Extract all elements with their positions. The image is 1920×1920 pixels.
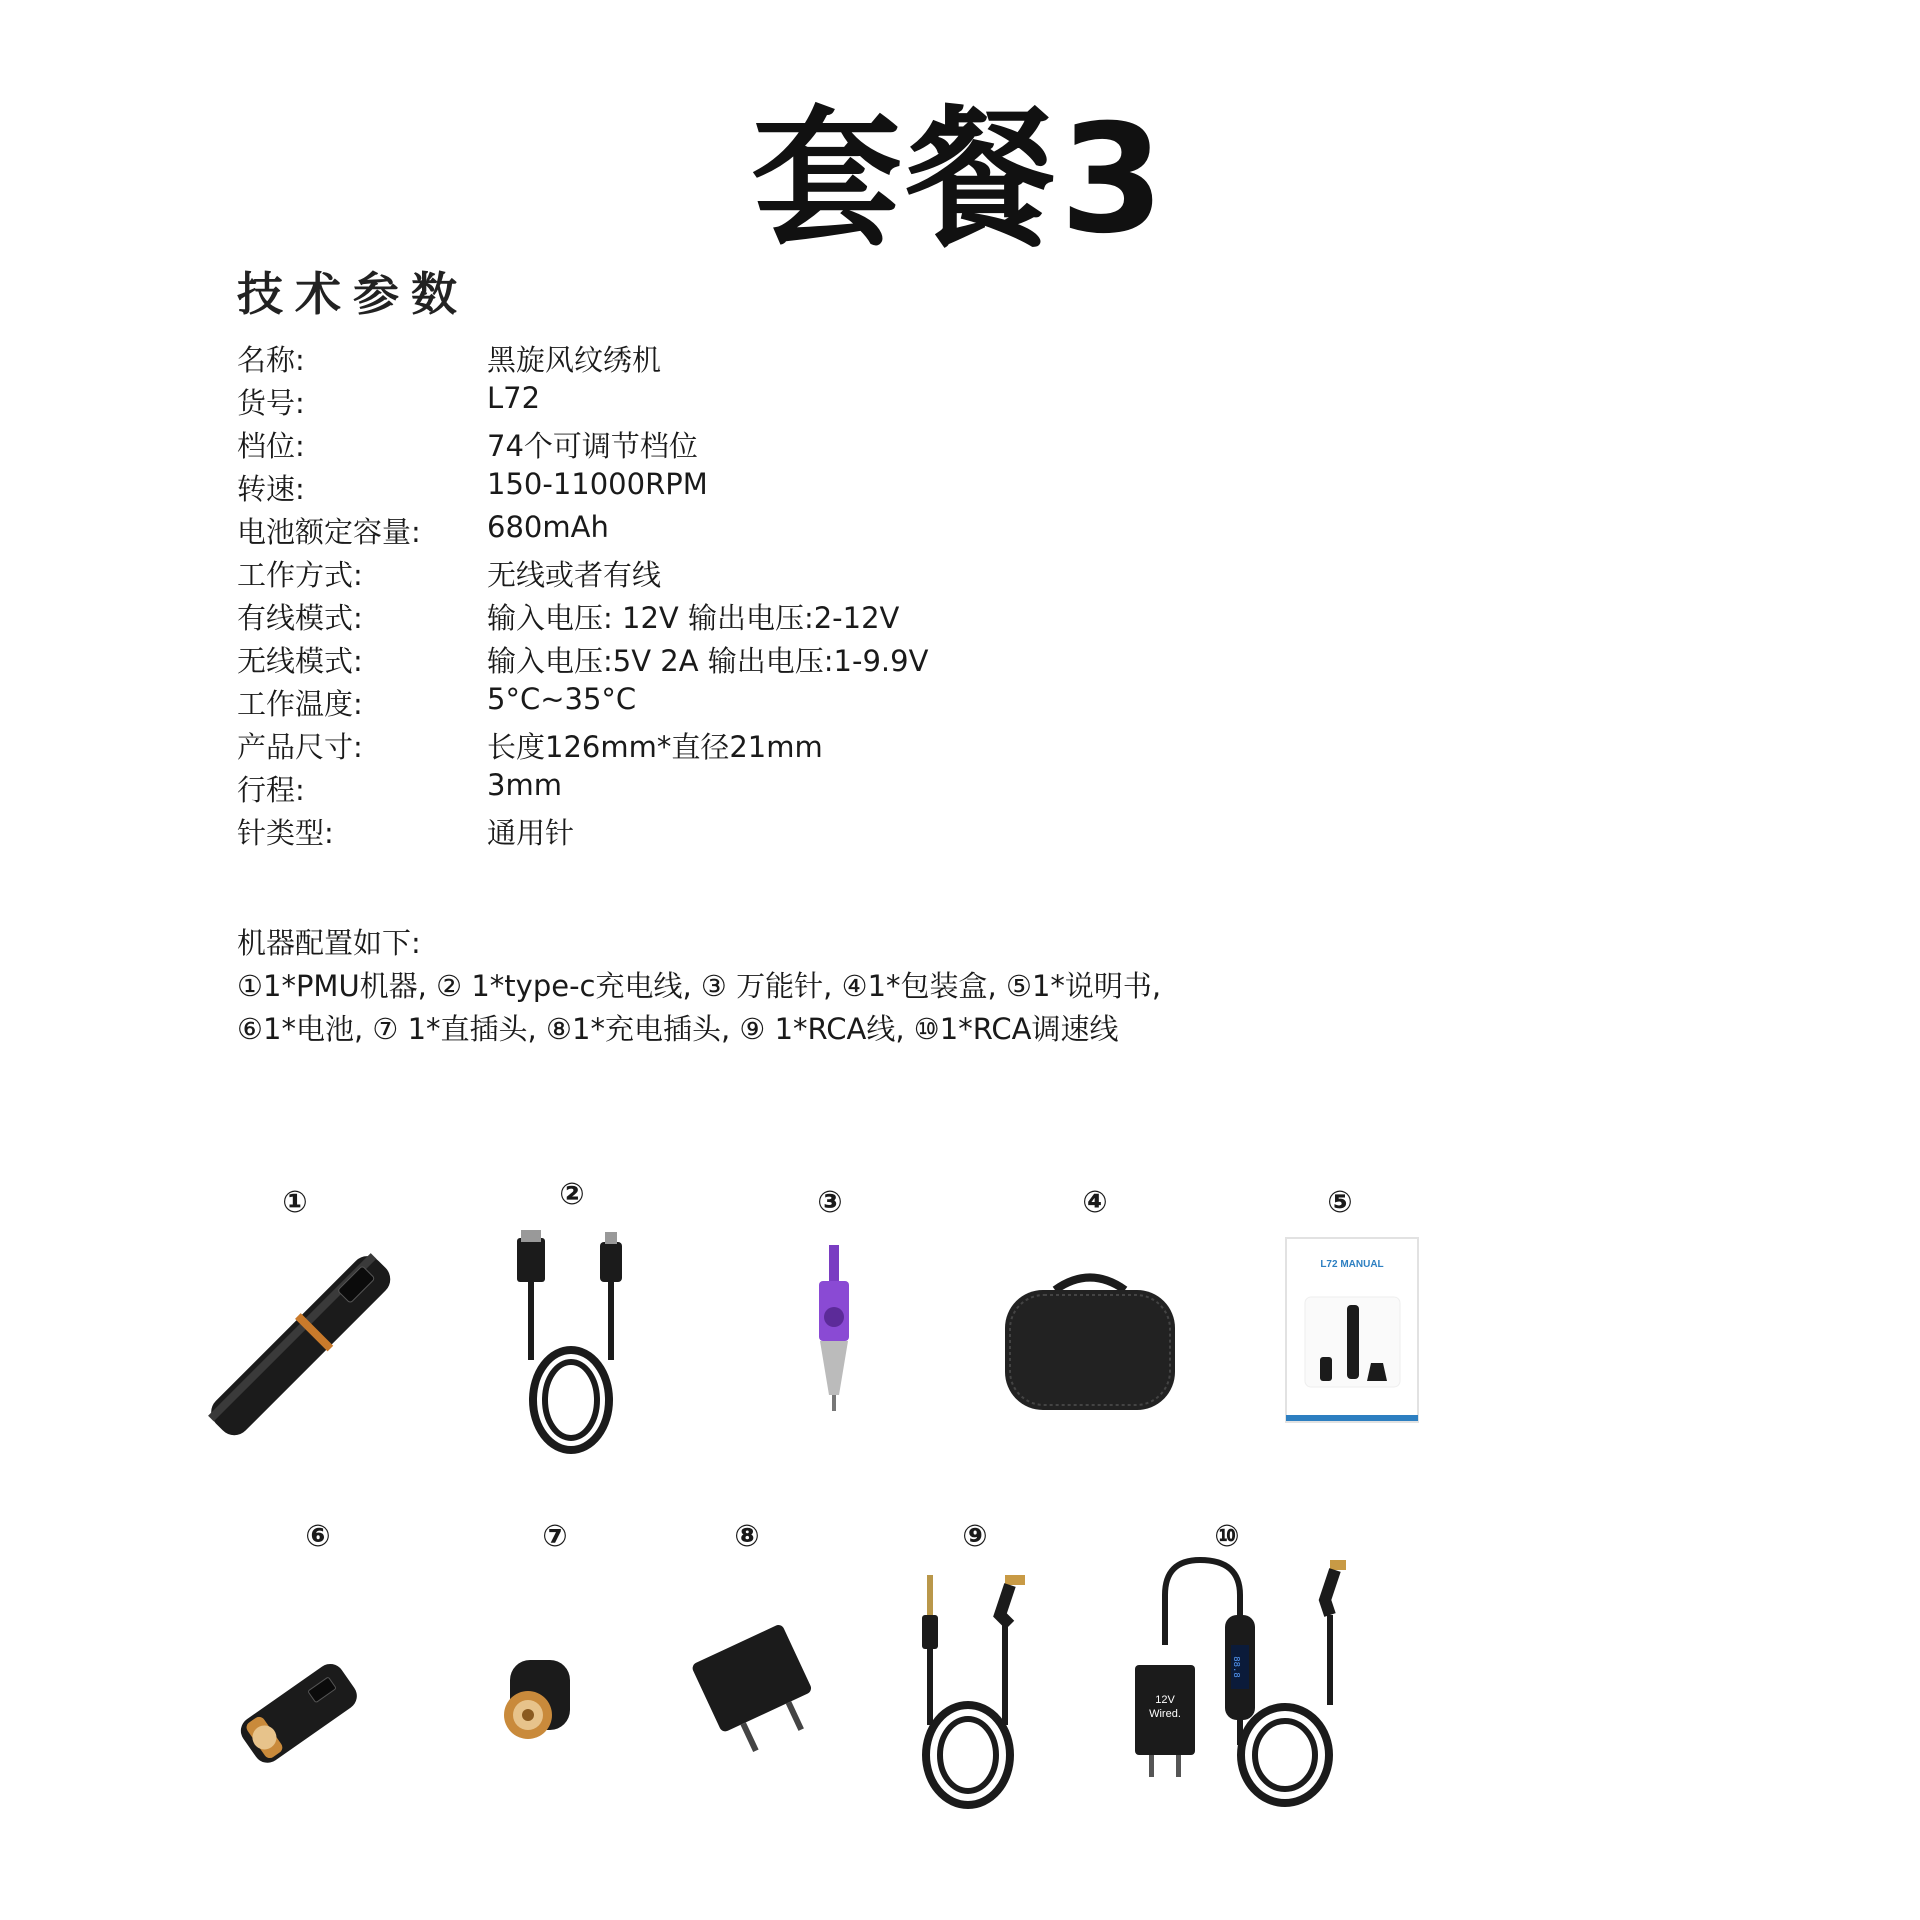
adapter-label-line2: Wired. [1149, 1708, 1181, 1720]
charging-plug-image [690, 1625, 820, 1755]
spec-value: 无线或者有线 [487, 558, 662, 592]
spec-value: 680mAh [487, 510, 609, 544]
spec-value: 5°C~35°C [487, 682, 637, 716]
section-title-specs: 技术参数 [237, 267, 469, 321]
item-number: ⑥ [305, 1519, 331, 1554]
packaging-box-image [1000, 1265, 1180, 1415]
config-heading: 机器配置如下: [237, 926, 421, 960]
pmu-machine-image [175, 1235, 425, 1455]
battery-image [220, 1640, 380, 1790]
spec-label: 产品尺寸: [237, 730, 363, 764]
spec-label: 档位: [237, 429, 305, 463]
spec-value: 3mm [487, 768, 562, 802]
adapter-label-line1: 12V [1155, 1694, 1175, 1706]
needle-cartridge-image [805, 1245, 865, 1415]
spec-value: 通用针 [487, 816, 575, 850]
item-number: ⑧ [734, 1519, 760, 1554]
item-number: ④ [1082, 1185, 1108, 1220]
rca-cable-image [910, 1575, 1050, 1810]
item-number: ① [282, 1185, 308, 1220]
direct-plug-image [490, 1655, 590, 1755]
type-c-cable-image [505, 1230, 645, 1460]
spec-label: 行程: [237, 773, 305, 807]
spec-label: 无线模式: [237, 644, 363, 678]
manual-image [1285, 1237, 1420, 1425]
config-line-2: ⑥1*电池, ⑦ 1*直插头, ⑧1*充电插头, ⑨ 1*RCA线, ⑩1*RCA调速线 [237, 1012, 1119, 1046]
item-number: ⑦ [542, 1519, 568, 1554]
item-number: ② [559, 1177, 585, 1212]
spec-label: 针类型: [237, 816, 334, 850]
spec-value: 黑旋风纹绣机 [487, 343, 662, 377]
item-number: ⑤ [1327, 1185, 1353, 1220]
item-number: ③ [817, 1185, 843, 1220]
config-line-1: ①1*PMU机器, ② 1*type-c充电线, ③ 万能针, ④1*包装盒, ⑤1*说明书, [237, 969, 1162, 1003]
spec-label: 名称: [237, 343, 305, 377]
spec-label: 工作方式: [237, 558, 363, 592]
page-title: 套餐3 [751, 93, 1169, 267]
config-list [237, 922, 1161, 1051]
spec-value: 长度126mm*直径21mm [487, 730, 823, 764]
item-number: ⑩ [1214, 1519, 1240, 1554]
spec-value: 150-11000RPM [487, 467, 708, 501]
spec-label: 有线模式: [237, 601, 363, 635]
speed-display: 88.8 [1231, 1656, 1241, 1678]
spec-label: 工作温度: [237, 687, 363, 721]
spec-value: 输入电压:5V 2A 输出电压:1-9.9V [487, 644, 929, 678]
spec-label: 转速: [237, 472, 305, 506]
rca-speed-cable-image [1125, 1555, 1375, 1810]
spec-value: 74个可调节档位 [487, 429, 698, 463]
manual-cover-title: L72 MANUAL [1320, 1259, 1384, 1270]
spec-value: L72 [487, 381, 541, 415]
spec-value: 输入电压: 12V 输出电压:2-12V [487, 601, 900, 635]
spec-label: 货号: [237, 386, 305, 420]
item-number: ⑨ [962, 1519, 988, 1554]
spec-label: 电池额定容量: [237, 515, 421, 549]
